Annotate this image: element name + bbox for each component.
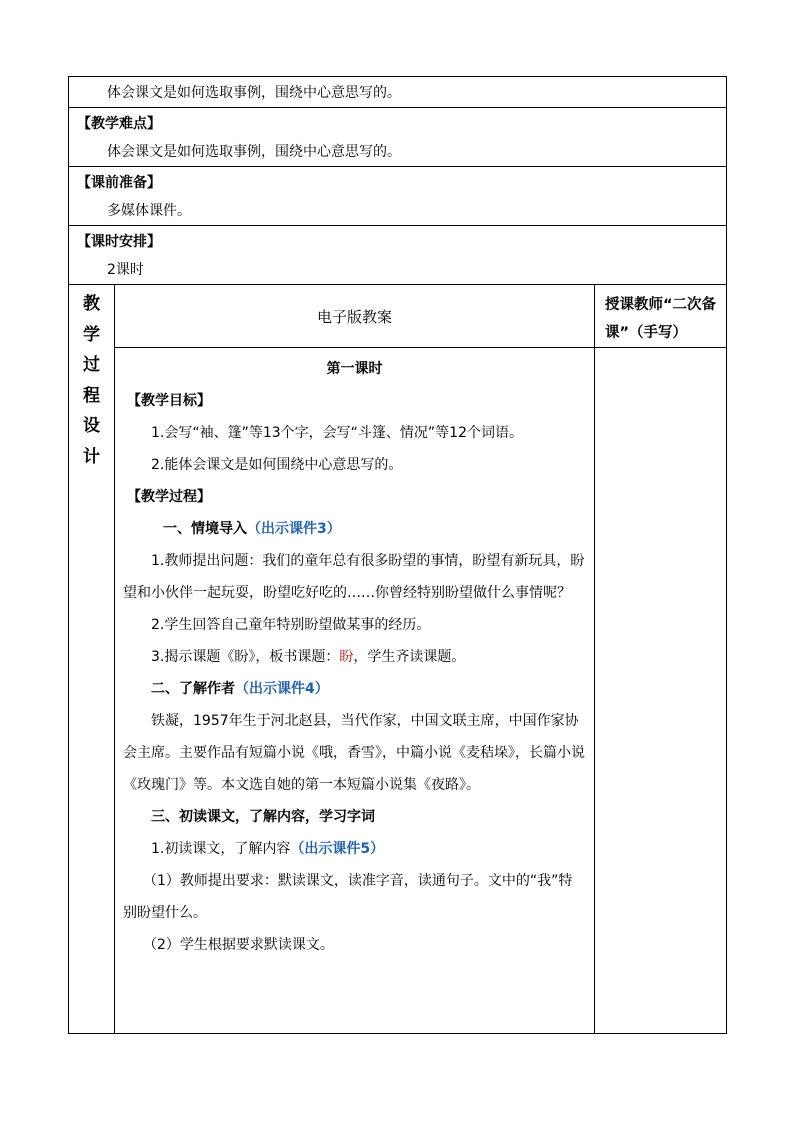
lesson-title: 第一课时	[326, 361, 383, 377]
electronic-plan-body	[115, 348, 595, 1034]
difficulty-heading: 【教学难点】	[77, 116, 161, 132]
electronic-plan-header: 电子版教案	[115, 285, 595, 348]
schedule-text: 2课时	[107, 262, 144, 278]
section-1-para-2: 2.学生回答自己童年特别盼望做某事的经历。	[151, 617, 431, 633]
section-1-para-1: 1.教师提出问题：我们的童年总有很多盼望的事情，盼望有新玩具，盼望和小伙伴一起玩耍，盼望吃好吃的……你曾经特别盼望做什么事情呢？	[123, 553, 585, 601]
prep-row	[69, 167, 727, 226]
board-title-highlight: 盼	[339, 649, 354, 665]
side-char: 计	[83, 446, 100, 467]
section-3-para-1-text: 1.初读课文，了解内容	[151, 841, 291, 857]
section-1-para-3	[123, 641, 586, 673]
side-char: 程	[83, 385, 100, 406]
difficulty-text: 体会课文是如何选取事例，围绕中心意思写的。	[107, 144, 401, 160]
process-design-label	[69, 285, 115, 1034]
objectives-heading: 【教学目标】	[127, 393, 211, 409]
section-3-ref: （出示课件5）	[290, 841, 385, 857]
lesson-plan-table	[68, 76, 727, 1034]
goal-text: 体会课文是如何选取事例，围绕中心意思写的。	[107, 85, 401, 101]
section-1-title: 一、情境导入	[163, 521, 247, 537]
section-3-para-1	[123, 833, 586, 865]
section-1-heading	[123, 513, 586, 545]
teacher-notes-body	[595, 348, 727, 1034]
goal-row	[69, 77, 727, 108]
section-2-heading	[123, 673, 586, 705]
schedule-heading: 【课时安排】	[77, 234, 161, 250]
difficulty-row	[69, 108, 727, 167]
prep-text: 多媒体课件。	[107, 203, 191, 219]
side-char: 过	[83, 355, 100, 375]
section-2-title: 二、了解作者	[151, 681, 235, 697]
side-char: 设	[83, 416, 100, 436]
section-3-para-2: （1）教师提出要求：默读课文，读准字音，读通句子。文中的“我”特别盼望什么。	[123, 873, 573, 921]
side-char: 学	[83, 324, 100, 345]
teacher-notes-header: 授课教师“二次备课”（手写）	[595, 285, 727, 348]
prep-heading: 【课前准备】	[77, 175, 161, 191]
objective-1: 1.会写“袖、篷”等13个字，会写“斗篷、情况”等12个词语。	[151, 425, 523, 441]
objective-2: 2.能体会课文是如何围绕中心意思写的。	[151, 457, 403, 473]
section-2-ref: （出示课件4）	[235, 681, 329, 697]
side-char: 教	[83, 294, 100, 314]
process-heading: 【教学过程】	[127, 489, 211, 505]
section-3-para-3: （2）学生根据要求默读课文。	[143, 937, 334, 953]
section-3-title: 三、初读课文，了解内容，学习字词	[151, 809, 375, 825]
schedule-row	[69, 226, 727, 285]
section-1-para-3-a: 3.揭示课题《盼》，板书课题：	[151, 649, 340, 665]
section-1-ref: （出示课件3）	[247, 521, 341, 537]
section-2-para-1: 铁凝，1957年生于河北赵县，当代作家，中国文联主席，中国作家协会主席。主要作品有短篇小说《哦，香雪》，中篇小说《麦秸垛》，长篇小说《玫瑰门》等。本文选自她的第一本短篇小说集《夜路》。	[123, 713, 585, 793]
section-1-para-3-c: ，学生齐读课题。	[353, 649, 466, 665]
